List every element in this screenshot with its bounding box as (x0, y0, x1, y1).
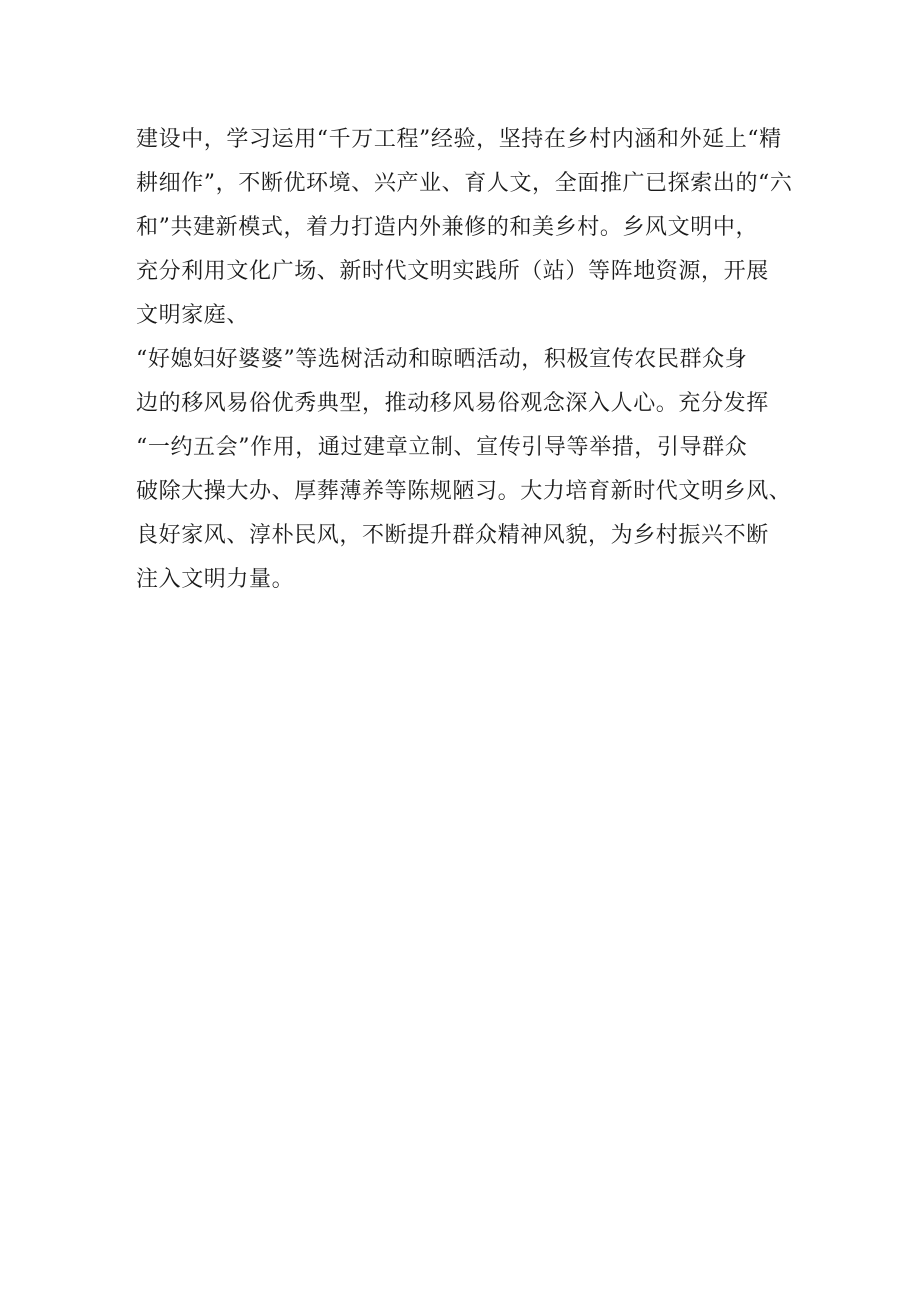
text-line: 良好家风、淳朴民风，不断提升群众精神风貌，为乡村振兴不断 (136, 523, 769, 548)
body-paragraph (136, 118, 796, 602)
text-line: 和”共建新模式，着力打造内外兼修的和美乡村。乡风文明中， (136, 215, 759, 240)
text-line: “一约五会”作用，通过建章立制、宣传引导等举措，引导群众 (136, 435, 748, 460)
text-line: “好媳妇好婆婆”等选树活动和晾晒活动，积极宣传农民群众身 (136, 347, 748, 372)
text-line: 充分利用文化广场、新时代文明实践所（站）等阵地资源，开展 (136, 259, 769, 284)
text-line: 耕细作”，不断优环境、兴产业、育人文，全面推广已探索出的“六 (136, 171, 793, 196)
text-line: 建设中，学习运用“千万工程”经验，坚持在乡村内涵和外延上“精 (136, 127, 782, 152)
text-line: 边的移风易俗优秀典型，推动移风易俗观念深入人心。充分发挥 (136, 391, 769, 416)
text-line: 注入文明力量。 (136, 567, 295, 592)
text-line: 破除大操大办、厚葬薄养等陈规陋习。大力培育新时代文明乡风、 (136, 479, 792, 504)
text-line: 文明家庭、 (136, 303, 250, 328)
